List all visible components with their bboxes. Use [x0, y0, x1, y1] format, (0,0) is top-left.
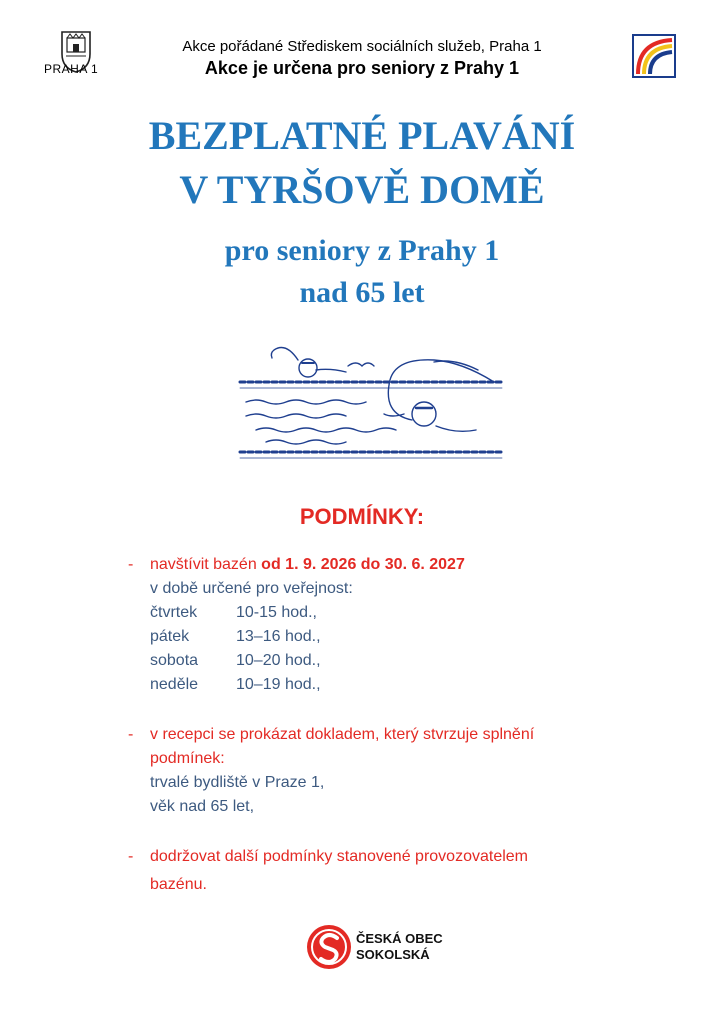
schedule-day: čtvrtek [150, 604, 198, 621]
main-title-line1: BEZPLATNÉ PLAVÁNÍ [148, 113, 576, 158]
condition-2-line1: v recepci se prokázat dokladem, který stvrzuje splnění [150, 726, 535, 743]
schedule-hours: 13–16 hod., [236, 628, 321, 645]
subtitle-line1: pro seniory z Prahy 1 [224, 234, 500, 267]
condition-1-line1 [150, 556, 465, 574]
sokol-name-line2: SOKOLSKÁ [356, 947, 430, 962]
subtitle-line2: nad 65 let [299, 276, 425, 309]
condition-1-public: v době určené pro veřejnost: [150, 580, 353, 597]
schedule-hours: 10–20 hod., [236, 652, 321, 669]
swimmers-illustration-icon [236, 330, 506, 470]
schedule-day: neděle [150, 676, 199, 693]
bullet-dash: - [128, 848, 134, 865]
schedule-day: sobota [150, 652, 199, 669]
sokol-name-line1: ČESKÁ OBEC [356, 931, 443, 946]
crest-label: PRAHA 1 [44, 62, 99, 76]
conditions-heading: PODMÍNKY: [299, 504, 425, 529]
condition-2-age: věk nad 65 let, [150, 798, 255, 815]
condition-3-line1: dodržovat další podmínky stanovené provozovatelem [150, 848, 528, 865]
bullet-dash: - [128, 726, 134, 743]
condition-3-line2: bazénu. [150, 876, 207, 893]
condition-2-line2: podmínek: [150, 750, 225, 767]
bullet-dash: - [128, 556, 134, 573]
condition-1-dates: od 1. 9. 2026 do 30. 6. 2027 [261, 556, 465, 573]
sokol-logo-icon [306, 924, 352, 970]
schedule-day: pátek [150, 628, 190, 645]
main-title-line2: V TYRŠOVĚ DOMĚ [179, 167, 545, 212]
audience-line: Akce je určena pro seniory z Prahy 1 [204, 58, 520, 78]
social-services-logo-icon [632, 34, 676, 78]
organizer-line: Akce pořádané Střediskem sociálních služeb, Praha 1 [182, 38, 542, 55]
schedule-hours: 10–19 hod., [236, 676, 321, 693]
schedule-hours: 10-15 hod., [236, 604, 317, 621]
condition-1-prefix: navštívit bazén [150, 556, 262, 573]
condition-2-residence: trvalé bydliště v Praze 1, [150, 774, 325, 791]
sokol-name [356, 931, 443, 963]
